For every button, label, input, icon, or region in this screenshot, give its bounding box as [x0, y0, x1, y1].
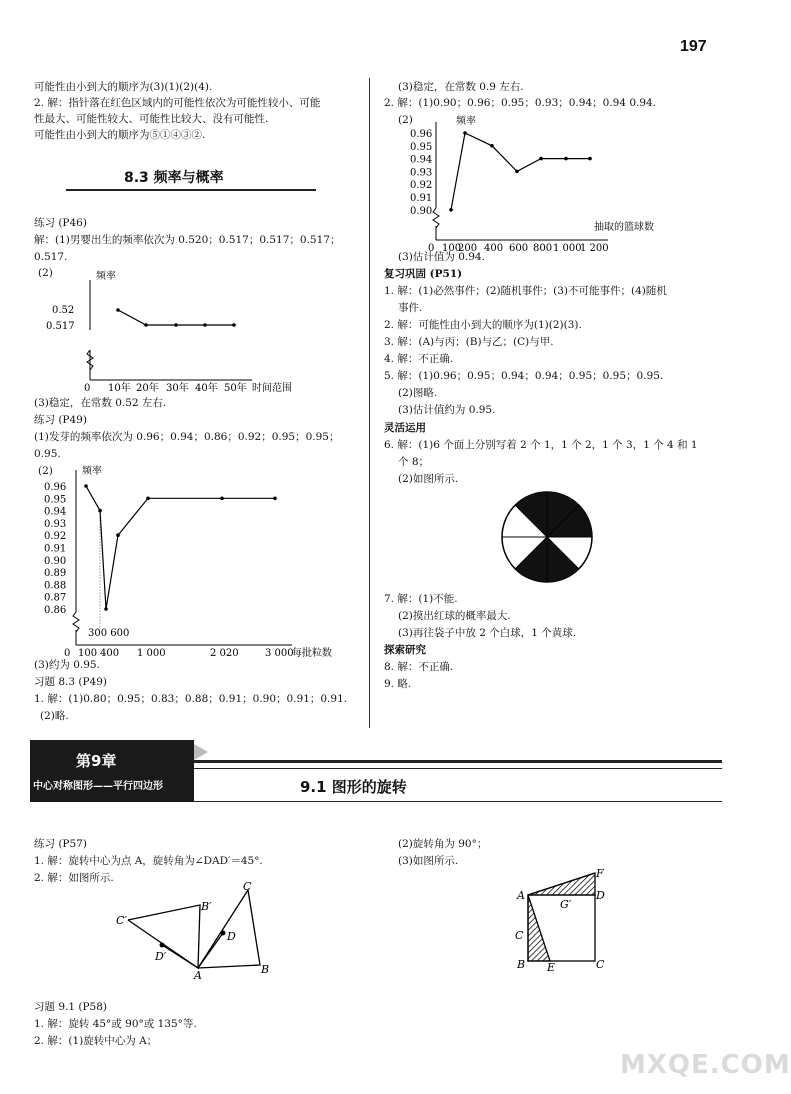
x-tick-label: 1 200	[580, 243, 609, 254]
y-axis-label: 频率	[82, 466, 102, 477]
rotation-figure-2	[508, 865, 608, 975]
x-tick-label: 30年	[166, 383, 189, 394]
x-axis-label: 抽取的篮球数	[594, 222, 654, 233]
y-axis-label: 频率	[456, 116, 476, 127]
answer-text: 8. 解：不正确.	[384, 661, 454, 673]
y-tick-label: 0.93	[44, 518, 67, 530]
y-tick-label: 0.96	[44, 482, 67, 493]
answer-text: (3)稳定，在常数 0.9 左右.	[398, 81, 524, 93]
exercise-heading: 练习 (P57)	[34, 838, 87, 850]
y-tick-label: 0.52	[52, 305, 75, 316]
data-point	[588, 157, 592, 161]
answer-text: 5. 解：(1)0.96；0.95；0.94；0.94；0.95；0.95；0.95.	[384, 370, 664, 382]
answer-text: 6. 解：(1)6 个面上分别写着 2 个 1，1 个 2，1 个 3，1 个 4 和 1	[384, 439, 698, 451]
answer-text: 1. 解：旋转 45°或 90°或 135°等.	[34, 1018, 197, 1030]
label-b: B	[261, 963, 270, 976]
x-tick-label: 40年	[195, 383, 218, 394]
x-tick-label: 800	[533, 243, 553, 254]
data-point	[116, 308, 120, 312]
answer-text: (2)	[38, 267, 53, 279]
answer-text: (1)发芽的频率依次为 0.96；0.94；0.86；0.92；0.95；0.95；	[34, 431, 340, 443]
section-heading: 灵活运用	[384, 422, 426, 434]
data-point	[84, 484, 88, 488]
data-point	[273, 497, 277, 501]
exercise-heading: 习题 8.3 (P49)	[34, 676, 107, 688]
chapter-rule-bottom	[194, 801, 722, 802]
data-point	[116, 533, 120, 537]
y-tick-label: 0.86	[44, 605, 67, 616]
label-g-prime: G′	[560, 898, 572, 911]
y-tick-label: 0.93	[410, 167, 433, 179]
answer-text: 2. 解：可能性由小到大的顺序为(1)(2)(3).	[384, 319, 582, 331]
series-line	[86, 486, 275, 609]
answer-text: (3)如图所示.	[398, 855, 459, 867]
answer-text: 0.95.	[34, 448, 61, 460]
y-tick-label: 0.90	[44, 555, 67, 567]
x-tick-label: 50年	[224, 383, 247, 394]
x-tick-label: 10年	[108, 383, 131, 394]
exercise-heading: 练习 (P49)	[34, 414, 87, 426]
data-point	[490, 144, 494, 148]
y-tick-label: 0.517	[46, 321, 75, 332]
x-tick-label: 400	[100, 648, 120, 659]
label-a: A	[194, 969, 202, 982]
data-point	[515, 170, 519, 174]
y-tick-label: 0.94	[410, 154, 433, 166]
series-line	[118, 310, 234, 325]
x-tick-label: 0	[428, 243, 435, 254]
answer-text: (2)图略.	[398, 387, 438, 399]
x-tick-label: 3 000	[265, 648, 294, 659]
answer-text: (2)	[38, 465, 53, 477]
answer-text: 4. 解：不正确.	[384, 353, 454, 365]
answer-text: 1. 解：(1)必然事件；(2)随机事件；(3)不可能事件；(4)随机	[384, 285, 667, 297]
answer-text: (2)	[398, 114, 413, 126]
answer-text: 可能性由小到大的顺序为⑤①④③②.	[34, 129, 206, 141]
x-tick-label: 1 000	[137, 648, 166, 659]
answer-text: 2. 解：如图所示.	[34, 872, 114, 884]
series-line	[451, 133, 590, 210]
label-c: C	[243, 880, 252, 893]
section-title: 8.3 频率与概率	[124, 170, 224, 186]
exercise-heading: 习题 9.1 (P58)	[34, 1001, 107, 1013]
x-axis-label: 每批粒数	[292, 648, 332, 659]
x-tick-label: 0	[64, 648, 71, 659]
x-tick-label: 1 000	[553, 243, 582, 254]
answer-text: 3. 解：(A)与丙；(B)与乙；(C)与甲.	[384, 336, 554, 348]
x-axis-label: 时间范围	[252, 383, 292, 394]
chart-1	[0, 0, 370, 700]
chapter-rule	[194, 760, 722, 763]
answer-text: (3)估计值约为 0.95.	[398, 404, 496, 416]
banner-arrow-icon	[194, 744, 208, 760]
data-point	[232, 323, 236, 327]
x-tick-label: 600	[509, 243, 529, 254]
y-tick-label: 0.92	[410, 180, 433, 192]
exercise-heading: 练习 (P46)	[34, 217, 87, 229]
axis-break-icon	[73, 612, 79, 632]
y-tick-label: 0.89	[44, 568, 67, 580]
point-d	[221, 931, 226, 936]
data-point	[449, 208, 453, 212]
x-tick-label: 20年	[136, 383, 159, 394]
y-tick-label: 0.88	[44, 580, 67, 592]
answer-text: 可能性由小到大的顺序为(3)(1)(2)(4).	[34, 81, 213, 93]
label-c-left: C	[515, 929, 524, 942]
label-d: D	[596, 889, 605, 902]
page-number: 197	[680, 38, 707, 55]
answer-text: 1. 解：旋转中心为点 A，旋转角为∠DAD′＝45°.	[34, 855, 263, 867]
x-tick-label: 2 020	[210, 648, 239, 659]
data-point	[146, 497, 150, 501]
label-d: D	[227, 930, 236, 943]
answer-text: 0.517.	[34, 251, 68, 263]
rotation-figure-1	[110, 880, 290, 980]
y-tick-label: 0.92	[44, 531, 67, 543]
answer-text: 1. 解：(1)0.80；0.95；0.83；0.88；0.91；0.90；0.91；0.91.	[34, 693, 348, 705]
data-point	[539, 157, 543, 161]
answer-text: (3)约为 0.95.	[34, 659, 100, 671]
chapter-tag: 第9章	[76, 752, 117, 770]
answer-text: 2. 解：(1)旋转中心为 A；	[34, 1035, 158, 1047]
data-point	[564, 157, 568, 161]
label-a: A	[517, 889, 525, 902]
x-tick-label: 400	[484, 243, 504, 254]
x-tick-label: 100	[78, 648, 98, 659]
answer-text: (2)摸出红球的概率最大.	[398, 610, 511, 622]
watermark: MXQE.COM	[620, 1050, 791, 1080]
y-tick-label: 0.91	[410, 193, 433, 204]
label-c-prime: C′	[116, 914, 127, 927]
chart-3	[370, 0, 740, 260]
x-tick-label: 200	[458, 243, 478, 254]
answer-text: (2)略.	[40, 710, 69, 722]
label-b: B	[517, 958, 526, 971]
answer-text: 2. 解：(1)0.90；0.96；0.95；0.93；0.94；0.94 0.94.	[384, 97, 657, 109]
answer-text: 解：(1)男婴出生的频率依次为 0.520；0.517；0.517；0.517；	[34, 234, 341, 246]
y-tick-label: 0.90	[410, 205, 433, 217]
data-point	[104, 607, 108, 611]
answer-text: (3)估计值为 0.94.	[398, 251, 485, 263]
axis-break-icon	[433, 208, 439, 228]
answer-text: 个 8；	[398, 456, 430, 468]
chapter-subtitle: 中心对称图形——平行四边形	[33, 781, 163, 792]
x-tick-label: 100	[442, 243, 462, 254]
answer-text: (2)如图所示.	[398, 473, 459, 485]
label-f: F	[596, 867, 604, 880]
label-c-right: C	[596, 958, 605, 971]
data-point	[144, 323, 148, 327]
answer-text: 7. 解：(1)不能.	[384, 593, 458, 605]
data-point	[203, 323, 207, 327]
answer-text: (3)再往袋子中放 2 个白球，1 个黄球.	[398, 627, 577, 639]
y-tick-label: 0.87	[44, 592, 67, 604]
spinner-figure	[497, 487, 597, 587]
section-heading: 探索研究	[384, 644, 426, 656]
data-point	[174, 323, 178, 327]
y-tick-label: 0.95	[410, 141, 433, 153]
answer-text: 9. 略.	[384, 678, 412, 690]
point-d-prime	[160, 943, 165, 948]
y-axis-label: 频率	[96, 271, 116, 282]
data-point	[98, 509, 102, 513]
chapter-rule-thin	[194, 768, 722, 769]
y-tick-label: 0.96	[410, 129, 433, 140]
y-tick-label: 0.94	[44, 506, 67, 518]
answer-text: (2)旋转角为 90°；	[398, 838, 488, 850]
data-point	[220, 497, 224, 501]
section-title: 9.1 图形的旋转	[300, 778, 407, 796]
answer-text: (3)稳定，在常数 0.52 左右.	[34, 397, 167, 409]
y-tick-label: 0.91	[44, 543, 67, 555]
label-b-prime: B′	[201, 900, 212, 913]
answer-text: 2. 解：指针落在红色区域内的可能性依次为可能性较小、可能	[34, 97, 321, 109]
data-point	[463, 131, 467, 135]
y-tick-label: 0.95	[44, 494, 67, 506]
answer-text: 事件.	[398, 302, 423, 314]
section-heading: 复习巩固 (P51)	[384, 268, 463, 280]
x-tick-label: 0	[84, 383, 91, 394]
answer-text: 性最大、可能性较大、可能性比较大、没有可能性.	[34, 113, 269, 125]
annotation: 300 600	[88, 628, 130, 639]
label-e: E	[547, 961, 556, 974]
label-d-prime: D′	[155, 950, 167, 963]
